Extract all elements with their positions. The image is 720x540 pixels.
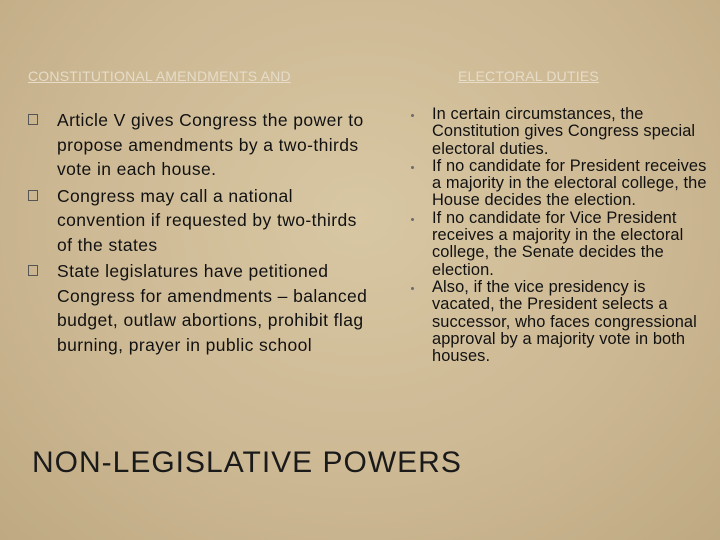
list-item-text: If no candidate for Vice President receives a majority in the electoral college, the Senate decides the election. bbox=[432, 208, 684, 279]
checkbox-bullet-icon bbox=[28, 114, 38, 125]
left-bullet-list bbox=[28, 108, 368, 359]
checkbox-bullet-icon bbox=[28, 265, 38, 276]
header-right: ELECTORAL DUTIES bbox=[458, 68, 599, 84]
dot-bullet-icon bbox=[411, 287, 414, 290]
dot-bullet-icon bbox=[411, 166, 414, 169]
slide-title: NON-LEGISLATIVE POWERS bbox=[32, 446, 462, 479]
list-item bbox=[28, 108, 368, 182]
list-item-text: State legislatures have petitioned Congress for amendments – balanced budget, outlaw abortions, prohibit flag burning, prayer in public school bbox=[57, 261, 368, 355]
list-item bbox=[408, 279, 708, 365]
list-item-text: Congress may call a national convention if requested by two-thirds of the states bbox=[57, 185, 357, 255]
right-bullet-list bbox=[408, 106, 708, 365]
list-item-text: If no candidate for President receives a majority in the electoral college, the House decides the election. bbox=[432, 156, 707, 210]
list-item-text: Article V gives Congress the power to propose amendments by a two-thirds vote in each house. bbox=[57, 110, 364, 179]
list-item bbox=[408, 210, 708, 279]
list-item bbox=[408, 106, 708, 158]
list-item-text: In certain circumstances, the Constitution gives Congress special electoral duties. bbox=[432, 105, 696, 158]
list-item bbox=[28, 259, 368, 357]
list-item bbox=[408, 158, 708, 210]
header-left: CONSTITUTIONAL AMENDMENTS AND bbox=[28, 68, 291, 84]
dot-bullet-icon bbox=[411, 114, 414, 117]
list-item bbox=[28, 184, 368, 258]
list-item-text: Also, if the vice presidency is vacated, the President selects a successor, who faces congressional approval by a majority vote in both houses. bbox=[432, 277, 697, 366]
checkbox-bullet-icon bbox=[28, 190, 38, 201]
dot-bullet-icon bbox=[411, 218, 414, 221]
